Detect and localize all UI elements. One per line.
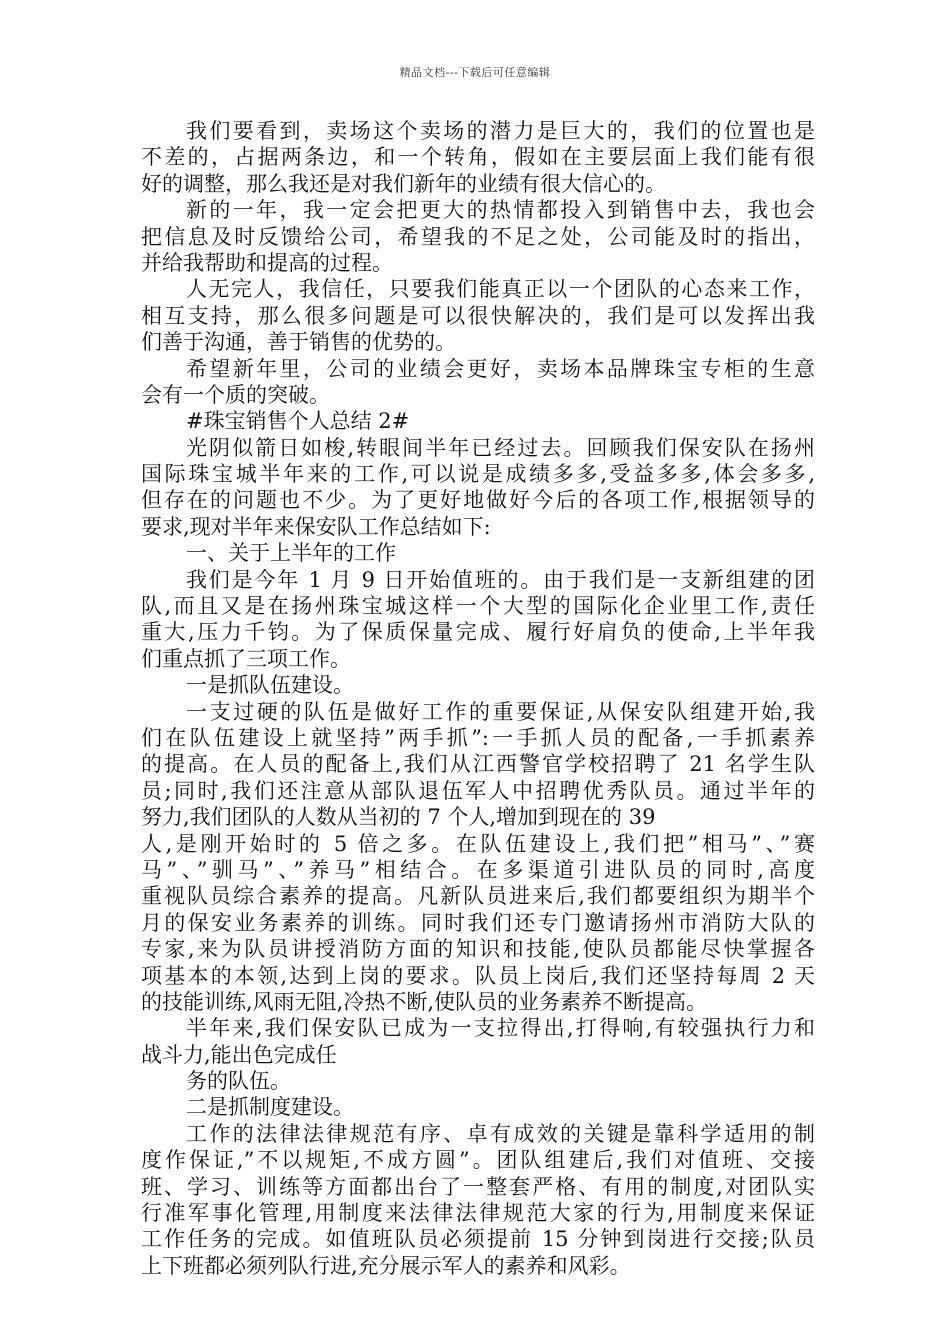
text-line: 人无完人，我信任，只要我们能真正以一个团队的心态来工作， bbox=[186, 277, 815, 302]
text-line: 工作的法律法律规范有序、卓有成效的关键是靠科学适用的制 bbox=[186, 1121, 815, 1146]
text-line: #珠宝销售个人总结 2# bbox=[186, 409, 410, 434]
text-line: 重大,压力千钧。为了保质保量完成、履行好肩负的使命,上半年我 bbox=[141, 620, 815, 645]
text-line: 度作保证,”不以规矩,不成方圆”。团队组建后,我们对值班、交接 bbox=[141, 1148, 815, 1173]
text-line: 会有一个质的突破。 bbox=[141, 382, 330, 407]
text-line: 国际珠宝城半年来的工作,可以说是成绩多多,受益多多,体会多多, bbox=[141, 462, 815, 487]
text-line: 重视队员综合素养的提高。凡新队员进来后,我们都要组织为期半个 bbox=[141, 884, 815, 909]
text-line: 们在队伍建设上就坚持”两手抓”:一手抓人员的配备,一手抓素养 bbox=[141, 725, 815, 750]
text-line: 我们是今年 1 月 9 日开始值班的。由于我们是一支新组建的团 bbox=[186, 567, 815, 592]
text-line: 战斗力,能出色完成任 bbox=[141, 1042, 337, 1067]
page-header: 精品文档---下载后可任意编辑 bbox=[399, 66, 551, 79]
text-line: 工作任务的完成。如值班队员必须提前 15 分钟到岗进行交接;队员 bbox=[141, 1227, 815, 1252]
text-line: 们善于沟通，善于销售的优势的。 bbox=[141, 330, 456, 355]
text-line: 行准军事化管理,用制度来法律法律规范大家的行为,用制度来保证 bbox=[141, 1201, 815, 1226]
text-line: 员;同时,我们还注意从部队退伍军人中招聘优秀队员。通过半年的 bbox=[141, 778, 815, 803]
text-line: 务的队伍。 bbox=[186, 1069, 291, 1094]
text-line: 班、学习、训练等方面都出台了一整套严格、有用的制度,对团队实 bbox=[141, 1174, 815, 1199]
text-line: 一、关于上半年的工作 bbox=[186, 541, 396, 566]
text-line: 不差的，占据两条边，和一个转角，假如在主要层面上我们能有很 bbox=[141, 145, 815, 170]
text-line: 我们要看到，卖场这个卖场的潜力是巨大的，我们的位置也是 bbox=[186, 119, 815, 143]
text-line: 半年来,我们保安队已成为一支拉得出,打得响,有较强执行力和 bbox=[186, 1016, 815, 1041]
text-line: 们重点抓了三项工作。 bbox=[141, 646, 351, 671]
text-line: 一是抓队伍建设。 bbox=[186, 673, 354, 698]
text-line: 人,是刚开始时的 5 倍之多。在队伍建设上,我们把”相马”、”赛 bbox=[141, 831, 815, 856]
text-line: 相互支持，那么很多问题是可以很快解决的，我们是可以发挥出我 bbox=[141, 303, 815, 328]
text-line: 一支过硬的队伍是做好工作的重要保证,从保安队组建开始,我 bbox=[186, 699, 815, 724]
text-line: 努力,我们团队的人数从当初的 7 个人,增加到现在的 39 bbox=[141, 805, 656, 830]
text-line: 马”、”驯马”、”养马”相结合。在多渠道引进队员的同时,高度 bbox=[141, 857, 815, 882]
text-line: 的技能训练,风雨无阻,冷热不断,使队员的业务素养不断提高。 bbox=[141, 989, 708, 1014]
text-line: 新的一年，我一定会把更大的热情都投入到销售中去，我也会 bbox=[186, 198, 815, 223]
text-line: 但存在的问题也不少。为了更好地做好今后的各项工作,根据领导的 bbox=[141, 488, 815, 513]
text-line: 的提高。在人员的配备上,我们从江西警官学校招聘了 21 名学生队 bbox=[141, 752, 815, 777]
text-line: 要求,现对半年来保安队工作总结如下: bbox=[141, 514, 491, 539]
text-line: 月的保安业务素养的训练。同时我们还专门邀请扬州市消防大队的 bbox=[141, 910, 815, 935]
text-line: 光阴似箭日如梭,转眼间半年已经过去。回顾我们保安队在扬州 bbox=[186, 435, 815, 460]
text-line: 二是抓制度建设。 bbox=[186, 1095, 354, 1120]
text-line: 希望新年里，公司的业绩会更好，卖场本品牌珠宝专柜的生意 bbox=[186, 356, 815, 381]
text-line: 好的调整，那么我还是对我们新年的业绩有很大信心的。 bbox=[141, 171, 666, 196]
text-line: 项基本的本领,达到上岗的要求。队员上岗后,我们还坚持每周 2 天 bbox=[141, 963, 815, 988]
text-line: 上下班都必须列队行进,充分展示军人的素养和风彩。 bbox=[141, 1253, 631, 1278]
text-line: 并给我帮助和提高的过程。 bbox=[141, 250, 393, 275]
text-line: 把信息及时反馈给公司，希望我的不足之处，公司能及时的指出， bbox=[141, 224, 815, 249]
text-line: 队,而且又是在扬州珠宝城这样一个大型的国际化企业里工作,责任 bbox=[141, 594, 815, 619]
text-line: 专家,来为队员讲授消防方面的知识和技能,使队员都能尽快掌握各 bbox=[141, 937, 815, 962]
document-body bbox=[141, 118, 815, 1279]
